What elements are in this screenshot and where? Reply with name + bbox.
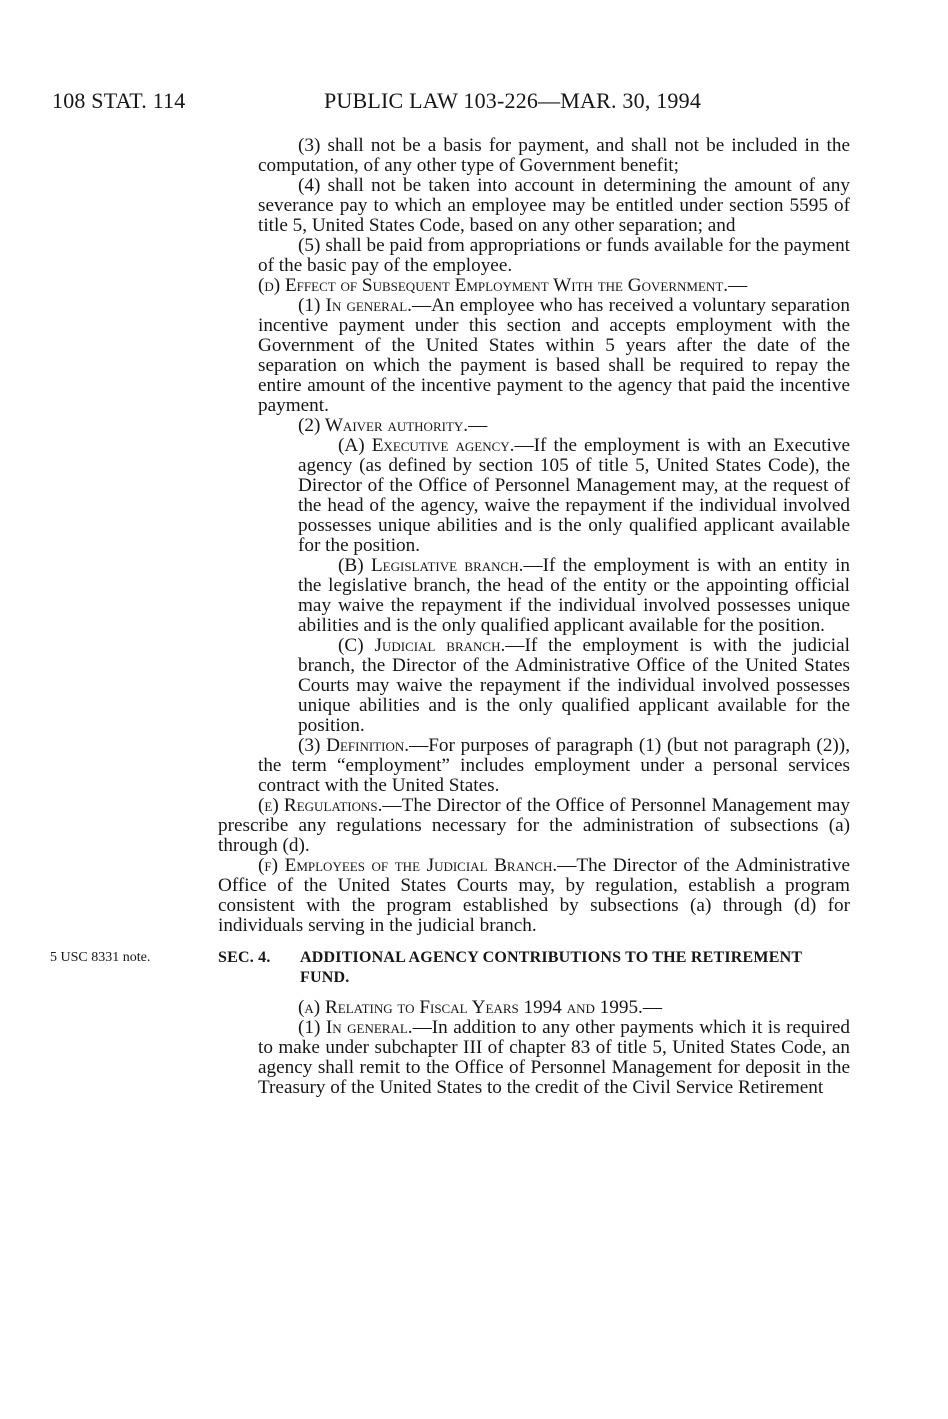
paragraph-4a1-text: —In addition to any other payments which it is required to make under subchapter III of chapter 83 of title 5, United States Code, an agency shall remit to the Office of Personnel Management for deposit in the Treasury of the United States to the credit of the Civil Service Retirement: [258, 1017, 851, 1098]
clause-4: (4) shall not be taken into account in determining the amount of any severance pay to which an employee may be entitled under section 5595 of title 5, United States Code, based on any other separation; and: [258, 175, 850, 236]
subparagraph-dB: [218, 556, 850, 636]
paragraph-d3: [218, 736, 850, 796]
page-stat-citation: 108 STAT. 114: [52, 88, 186, 113]
subparagraph-dA-heading: (A) Executive agency.: [338, 435, 515, 456]
paragraph-d1-heading: (1) In general.: [298, 295, 412, 316]
section-number: SEC. 4.: [218, 949, 271, 966]
section-4-heading: [218, 948, 802, 988]
clause-3: (3) shall not be a basis for payment, and shall not be included in the computation, of any other type of Government benefit;: [258, 135, 850, 176]
section-4-heading-row: [50, 948, 850, 988]
subsection-d-heading: (d) Effect of Subsequent Employment With the Government.—: [258, 275, 748, 296]
paragraph-4a1: [218, 1018, 850, 1098]
paragraph-d1-text: —An employee who has received a voluntary separation incentive payment under this section and accepts employment with the Government of the United States within 5 years after the date of the separation on which the payment is based shall be required to repay the entire amount of the incentive payment to the agency that paid the incentive payment.: [258, 295, 850, 416]
subsection-4a-heading: (a) Relating to Fiscal Years 1994 and 1995.—: [298, 997, 663, 1018]
paragraph-d2-heading: (2) Waiver authority.—: [298, 415, 488, 436]
subsection-e-text: —The Director of the Office of Personnel Management may prescribe any regulations necessary for the administration of subsections (a) through (d).: [218, 795, 851, 856]
subsection-f: [218, 856, 850, 936]
subparagraph-dB-heading: (B) Legislative branch.: [338, 555, 524, 576]
paragraph-d3-text: —For purposes of paragraph (1) (but not paragraph (2)), the term “employment” includes employment under a personal services contract with the United States.: [258, 735, 850, 796]
subparagraph-dB-text: —If the employment is with an entity in the legislative branch, the head of the entity or the appointing official may waive the repayment if the individual involved possesses unique abilities and is the only qualified applicant available for the position.: [298, 555, 850, 636]
subparagraph-dC-heading: (C) Judicial branch.: [338, 635, 506, 656]
section-title-line1: ADDITIONAL AGENCY CONTRIBUTIONS TO THE RETIREMENT: [300, 949, 803, 966]
subparagraph-dA-text: —If the employment is with an Executive agency (as defined by section 105 of title 5, United States Code), the Director of the Office of Personnel Management may, at the request of the head of the agency, waive the repayment if the individual involved possesses unique abilities and is the only qualified applicant available for the position.: [298, 435, 850, 556]
subparagraph-dC: [218, 636, 850, 736]
paragraph-4a1-heading: (1) In general.: [298, 1017, 413, 1038]
statute-body: [50, 135, 851, 1098]
margin-note: 5 USC 8331 note.: [50, 950, 151, 965]
subparagraph-dA: [218, 436, 850, 556]
subsection-e-heading: (e) Regulations.: [258, 795, 383, 816]
subsection-f-heading: (f) Employees of the Judicial Branch.: [258, 855, 558, 876]
section-title-line2: FUND.: [300, 969, 350, 986]
paragraph-d3-heading: (3) Definition.: [298, 735, 410, 756]
paragraph-d1: [218, 296, 850, 416]
subsection-e: [218, 796, 850, 856]
subsection-f-text: —The Director of the Administrative Office of the United States Courts may, by regulation, establish a program consistent with the program established by subsections (a) through (d) for individuals serving in the judicial branch.: [218, 855, 850, 936]
public-law-header: PUBLIC LAW 103-226—MAR. 30, 1994: [324, 88, 702, 113]
clause-5: (5) shall be paid from appropriations or funds available for the payment of the basic pay of the employee.: [258, 235, 850, 276]
subparagraph-dC-text: —If the employment is with the judicial branch, the Director of the Administrative Office of the United States Courts may waive the repayment if the individual involved possesses unique abilities and is the only qualified applicant available for the position.: [298, 635, 850, 736]
